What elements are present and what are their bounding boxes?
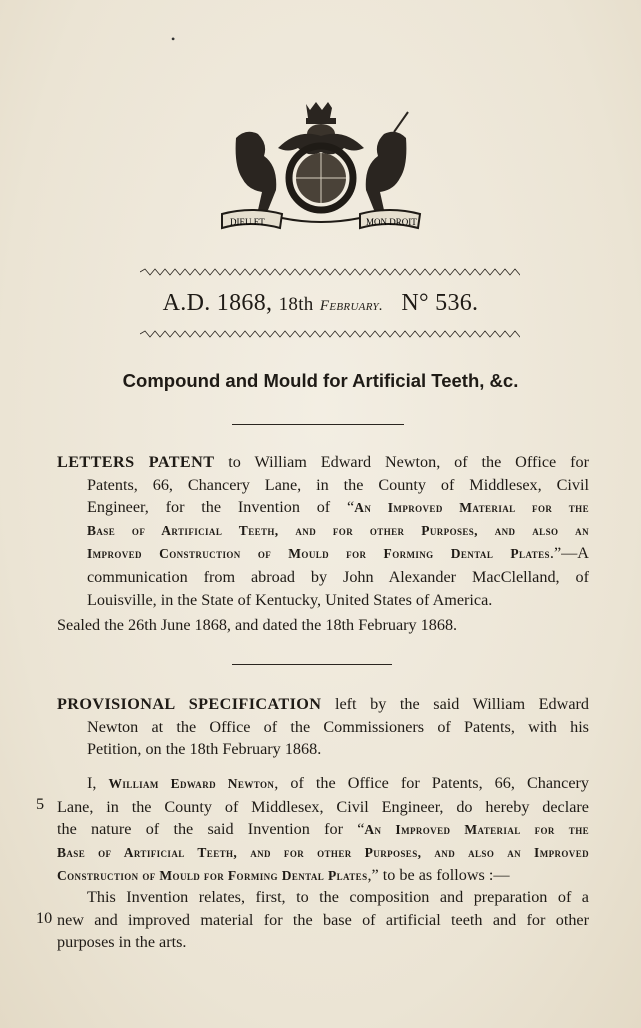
motto-right: MON DROIT — [366, 217, 417, 227]
text-line — [57, 931, 589, 954]
text-line — [57, 818, 589, 842]
invention-title-run: Base of Artificial Teeth, and for other Purposes, and also an — [87, 522, 589, 538]
invention-title-run: Base of Artificial Teeth, and for other Purposes, and also an Improved — [57, 844, 589, 860]
text-run: purposes in the arts. — [57, 933, 187, 952]
text-run: Patents, 66, Chancery Lane, in the County of Middlesex, Civil — [87, 475, 589, 494]
body-paragraph-2 — [57, 886, 589, 954]
text-run: communication from abroad by John Alexander MacClelland, of — [87, 567, 589, 586]
text-line — [57, 496, 589, 520]
motto-left: DIEU ET — [230, 217, 265, 227]
text-run: Louisville, in the State of Kentucky, United States of America. — [87, 590, 493, 609]
text-line — [57, 864, 589, 888]
text-line — [57, 542, 589, 566]
line-number: 5 — [36, 795, 45, 813]
text-line — [57, 451, 589, 474]
text-run: ,” to be as follows :— — [367, 866, 510, 885]
inventor-name: William Edward Newton — [108, 776, 275, 791]
text-run: new and improved material for the base of artificial teeth and for other — [57, 910, 589, 929]
text-line — [57, 566, 589, 589]
text-run: , of the Office for Patents, 66, Chancery — [274, 774, 589, 792]
patent-title: Compound and Mould for Artificial Teeth, &c. — [122, 370, 519, 391]
royal-coat-of-arms — [218, 98, 424, 236]
text-run: Petition, on the 18th February 1868. — [87, 740, 322, 759]
letters-patent-heading: LETTERS PATENT — [57, 453, 215, 471]
provisional-heading: PROVISIONAL SPECIFICATION — [57, 695, 322, 713]
text-line — [57, 842, 589, 865]
sealed-statement: Sealed the 26th June 1868, and dated the 18th February 1868. — [57, 616, 458, 634]
letters-patent-paragraph — [57, 451, 589, 611]
text-line — [57, 474, 589, 497]
text-run: the nature of the said Invention for “ — [57, 820, 365, 839]
text-line — [57, 693, 589, 716]
text-line — [57, 886, 589, 909]
body-paragraph-1 — [57, 772, 589, 888]
patent-header — [0, 290, 641, 317]
text-run: .”—A — [549, 544, 589, 563]
patent-number: N° 536. — [401, 290, 479, 316]
divider-rule — [232, 424, 404, 425]
text-line — [57, 909, 589, 932]
invention-title-run: Construction of Mould for Forming Dental Plates — [57, 868, 368, 884]
date-day: 18th — [278, 294, 314, 315]
provisional-specification-paragraph — [57, 693, 589, 761]
text-line — [57, 520, 589, 543]
invention-title-run: Improved Construction of Mould for Forming Dental Plates — [87, 546, 550, 562]
line-number: 10 — [36, 909, 53, 927]
year-label: A.D. 1868, — [162, 290, 273, 316]
text-line — [57, 589, 589, 612]
text-run: Newton at the Office of the Commissioners of Patents, with his — [87, 717, 589, 736]
text-line — [57, 772, 589, 796]
text-run: Engineer, for the Invention of “ — [87, 498, 355, 517]
date-month: February. — [319, 298, 383, 314]
text-line — [57, 738, 589, 761]
ink-mark: • — [171, 32, 176, 46]
invention-title-run: An Improved Material for the — [364, 822, 589, 838]
text-line — [57, 796, 589, 819]
text-run: Lane, in the County of Middlesex, Civil Engineer, do hereby declare — [57, 797, 589, 816]
text-run: This Invention relates, first, to the composition and preparation of a — [87, 888, 589, 906]
divider-rule — [232, 664, 392, 665]
ornamental-rule-top — [140, 268, 520, 276]
ornamental-rule-bottom — [140, 330, 520, 338]
text-run: I, — [87, 774, 109, 792]
invention-title-run: An Improved Material for the — [354, 500, 589, 516]
text-run: left by the said William Edward — [321, 695, 589, 713]
text-run: to William Edward Newton, of the Office for — [214, 453, 589, 471]
text-line — [57, 716, 589, 739]
